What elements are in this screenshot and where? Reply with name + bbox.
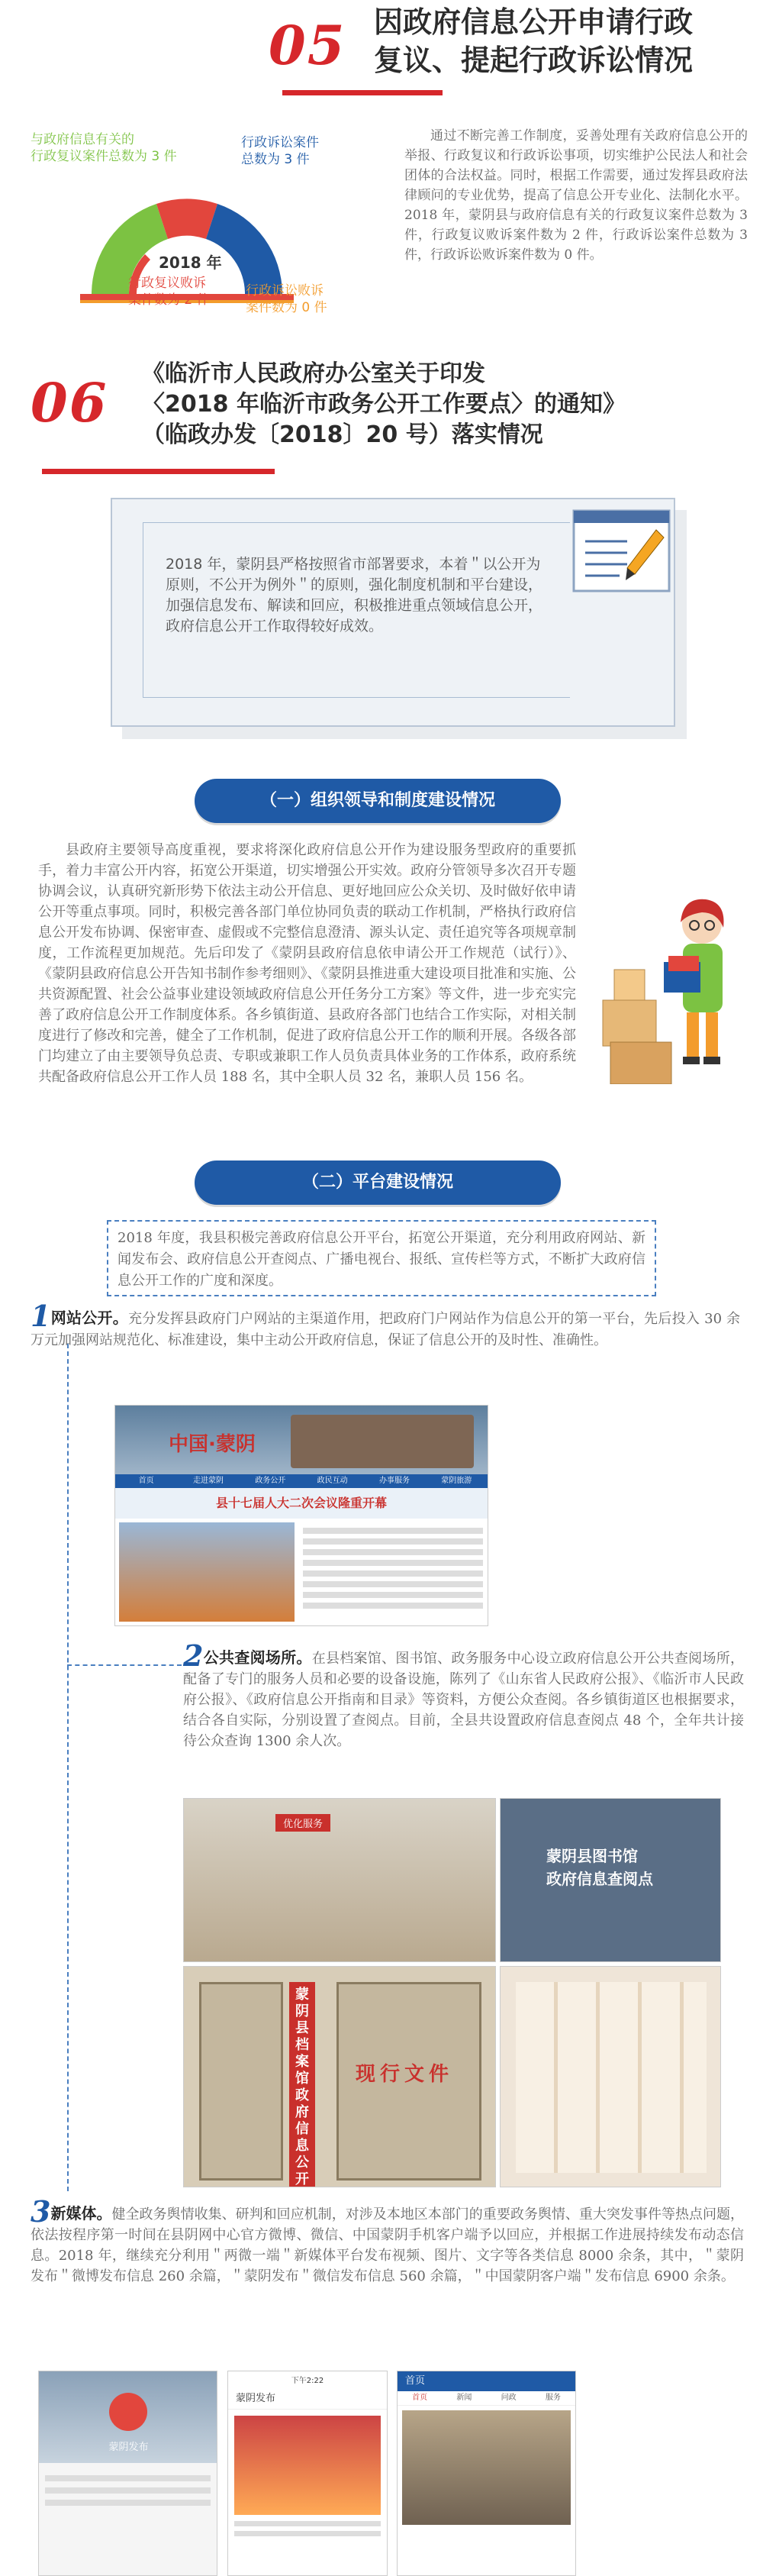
gauge-center-year: 2018 年 — [159, 253, 222, 272]
step3-title: 新媒体。 — [50, 2204, 112, 2223]
section-05-body: 通过不断完善工作制度，妥善处理有关政府信息公开的举报、行政复议和行政诉讼事项，切实维护公民法人和社会团体的合法权益。同时，根据工作需要，通过发挥县政府法律顾问的专业优势，提高了信息公开专业化、法制化水平。2018 年，蒙阴县与政府信息有关的行政复议案件总数为 3 件，行政复议败诉案件数为 2 件，行政诉讼案件总数为 3 件，行政诉讼败诉案件数为 0 件。 — [404, 128, 748, 263]
step2-block — [183, 1638, 745, 1751]
website-nav — [115, 1474, 488, 1488]
intro-card-text: 2018 年，蒙阴县严格按照省市部署要求，本着＂以公开为原则，不公开为例外＂的原则，强化制度机制和平台建设，加强信息发布、解读和回应，积极推进重点领域信息公开，政府信息公开工作取得较好成效。 — [166, 556, 543, 634]
website-header — [115, 1406, 488, 1474]
step1-number: 1 — [31, 1299, 51, 1333]
website-nav-item[interactable]: 政务公开 — [255, 1477, 286, 1485]
archive-sign: 蒙阴县档案馆政府信息公开 — [289, 1982, 315, 2187]
hall-banner: 优化服务 — [275, 1814, 330, 1832]
section-05-divider — [282, 90, 443, 95]
status-bar-time: 下午2:22 — [291, 2377, 324, 2385]
app-tab[interactable]: 问政 — [501, 2394, 517, 2402]
section-number-05: 05 — [269, 14, 346, 77]
gauge-label-review-fail: 行政复议败诉 案件数为 2 件 — [128, 276, 210, 308]
step3-block — [31, 2194, 745, 2287]
step1-body: 充分发挥县政府门户网站的主渠道作用，把政府门户网站作为信息公开的第一平台，先后投入 30 余万元加强网站规范化、标准建设，集中主动公开政府信息，保证了信息公开的及时性、准确性。 — [31, 1311, 741, 1348]
website-nav-item[interactable]: 政民互动 — [317, 1477, 348, 1485]
section-06-title-line3: （临政办发〔2018〕20 号）落实情况 — [142, 421, 543, 448]
gauge-label-lawsuit: 行政诉讼案件 总数为 3 件 — [241, 135, 319, 167]
website-news-list — [298, 1519, 488, 1625]
weibo-account-name: 蒙阴发布 — [108, 2442, 149, 2453]
step2-body: 在县档案馆、图书馆、政务服务中心设立政府信息公开公共查阅场所，配备了专门的服务人员和必要的设备设施，陈列了《山东省人民政府公报》、《临沂市人民政府公报》、《政府信息公开指南和目录》等资料，方便公众查阅。各乡镇街道区也根据要求，结合各自实际，分别设置了查阅点。目前，全县共设置政府信息查阅点 48 个，全年共计接待公众查询 1300 余人次。 — [183, 1651, 745, 1749]
weixin-title: 蒙阴发布 — [228, 2385, 387, 2410]
woman-with-boxes-illustration — [595, 886, 755, 1084]
app-header: 首页 — [398, 2371, 575, 2391]
avatar — [109, 2393, 147, 2431]
website-nav-item[interactable]: 首页 — [138, 1477, 154, 1485]
part1-body: 县政府主要领导高度重视，要求将深化政府信息公开作为建设服务型政府的重要抓手，着力丰富公开内容，拓宽公开渠道，切实增强公开实效。政府分管领导多次召开专题协调会议，认真研究新形势下依法主动公开信息、更好地回应公众关切、及时做好依申请公开等重点事项。同时，积极完善各部门单位协同负责的联动工作机制，严格执行政府信息公开发布协调、保密审查、虚假或不完整信息澄清、源头认定、责任追究等各项规章制度，工作流程更加规范。先后印发了《蒙阴县政府信息依申请公开工作规范（试行）》、《蒙阴县政府信息公开告知书制作参考细则》、《蒙阴县推进重大建设项目批准和实施、公共资源配置、社会公益事业建设领域政府信息公开任务分工方案》等文件，进一步充实完善了政府信息公开工作制度体系。各乡镇街道、县政府各部门也结合工作实际，对相关制度进行了修改和完善，健全了工作机制，促进了政府信息公开工作的顺利开展。各级各部门均建立了由主要领导负总责、专职或兼职工作人员负责具体业务的工作体系，政府系统共配备政府信息公开工作人员 188 名，其中全职人员 32 名，兼职人员 156 名。 — [38, 842, 576, 1085]
part2-intro-text: 2018 年度，我县积极完善政府信息公开平台，拓宽公开渠道，充分利用政府网站、新闻发布会、政府信息公开查阅点、广播电视台、报纸、宣传栏等方式，不断扩大政府信息公开工作的广度和深度。 — [118, 1230, 645, 1289]
intro-card — [111, 498, 675, 727]
part2-heading-pill: （二）平台建设情况 — [195, 1160, 561, 1205]
timeline-dashed-line — [67, 1344, 69, 2191]
weibo-phone-screenshot — [38, 2371, 217, 2576]
part1-heading-pill: （一）组织领导和制度建设情况 — [195, 779, 561, 823]
section-number-06: 06 — [31, 371, 108, 434]
document-rack-photo — [500, 1966, 721, 2187]
step2-title: 公共查阅场所。 — [203, 1648, 312, 1667]
app-news-image — [402, 2410, 571, 2525]
weixin-phone-screenshot — [227, 2371, 388, 2576]
website-news-photo — [119, 1522, 295, 1622]
website-logo: 中国·蒙阴 — [169, 1433, 256, 1456]
website-building-image — [291, 1415, 474, 1468]
app-phone-screenshot — [397, 2371, 576, 2576]
app-tab[interactable]: 服务 — [545, 2394, 561, 2402]
shelf-label: 现行文件 — [356, 2063, 454, 2086]
step3-body: 健全政务舆情收集、研判和回应机制，对涉及本地区本部门的重要政务舆情、重大突发事件等热点问题，依法按程序第一时间在县阴网中心官方微博、微信、中国蒙阴手机客户端予以回应，并根据工作进展持续发布动态信息。2018 年，继续充分利用＂两微一端＂新媒体平台发布视频、图片、文字等各类信息 8000 余条，其中，＂蒙阴发布＂微博发布信息 260 余篇，＂蒙阴发布＂微信发布信息 560 余篇，＂中国蒙阴客户端＂发布信息 6900 余条。 — [31, 2206, 745, 2284]
gauge-label-lawsuit-fail: 行政诉讼败诉 案件数为 0 件 — [246, 283, 327, 315]
website-nav-item[interactable]: 走进蒙阴 — [192, 1477, 224, 1485]
weixin-article-image — [234, 2416, 381, 2515]
website-nav-item[interactable]: 办事服务 — [378, 1477, 410, 1485]
step2-number: 2 — [183, 1638, 204, 1673]
archive-shelf-photo — [183, 1966, 496, 2187]
app-tab[interactable]: 首页 — [412, 2394, 428, 2402]
step1-block — [31, 1299, 741, 1351]
step3-number: 3 — [31, 2194, 51, 2229]
notepad-icon — [566, 507, 673, 599]
library-sign-photo — [500, 1798, 721, 1962]
step1-title: 网站公开。 — [50, 1309, 129, 1327]
hall-photo — [183, 1798, 496, 1962]
section-05-title-line1: 因政府信息公开申请行政 — [374, 5, 694, 39]
website-screenshot — [114, 1405, 488, 1626]
library-sign: 蒙阴县图书馆 政府信息查阅点 — [546, 1847, 653, 1888]
section-06-divider — [42, 469, 275, 474]
timeline-connector-2 — [67, 1664, 182, 1666]
section-06-title-line1: 《临沂市人民政府办公室关于印发 — [142, 360, 485, 387]
part2-intro-box — [107, 1220, 656, 1296]
website-nav-item[interactable]: 蒙阴旅游 — [441, 1477, 472, 1485]
section-06-title — [142, 359, 745, 450]
website-banner: 县十七届人大二次会议隆重开幕 — [115, 1488, 488, 1519]
section-06-title-line2: 〈2018 年临沂市政务公开工作要点〉的通知》 — [142, 391, 626, 418]
app-tab[interactable]: 新闻 — [456, 2394, 472, 2402]
gauge-label-review: 与政府信息有关的 行政复议案件总数为 3 件 — [31, 132, 177, 164]
section-05-title — [374, 3, 755, 79]
section-05-title-line2: 复议、提起行政诉讼情况 — [374, 44, 694, 77]
